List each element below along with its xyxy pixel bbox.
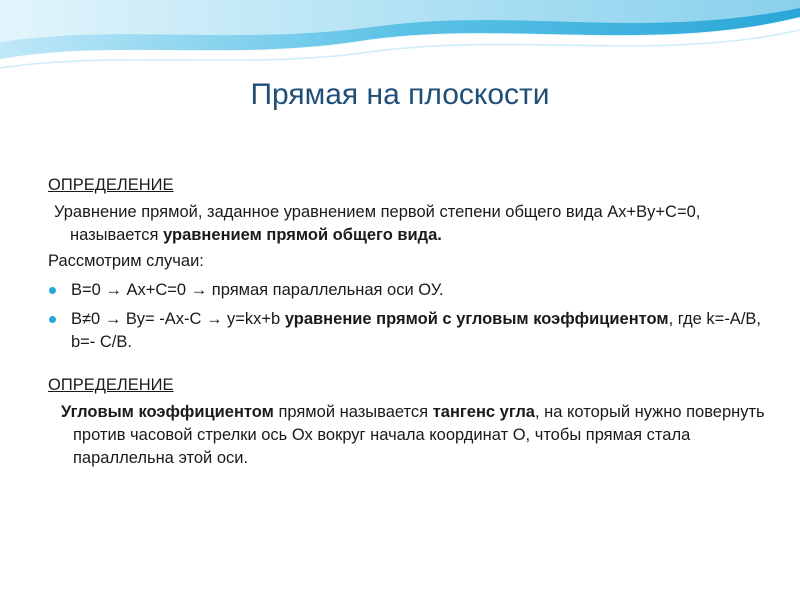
slope-bold-term: Угловым коэффициентом bbox=[61, 403, 274, 421]
slope-plain-text: прямой называется bbox=[273, 403, 433, 421]
definition-bold-term: уравнением прямой общего вида. bbox=[163, 226, 442, 244]
header-wave-decoration bbox=[0, 0, 800, 80]
bullet-item-case-b-nonzero bbox=[48, 308, 768, 354]
bullet-dot-icon bbox=[49, 287, 56, 294]
bullet-dot-icon bbox=[49, 316, 56, 323]
bullet-item-case-b-zero bbox=[48, 279, 768, 302]
definition-general-equation bbox=[48, 201, 768, 247]
bullet-plain-text: В≠0 → Ву= -Ах-С → у=kx+b bbox=[71, 310, 285, 328]
definition-heading-2: ОПРЕДЕЛЕНИЕ bbox=[48, 376, 174, 394]
tangent-bold-term: тангенс угла bbox=[432, 403, 535, 421]
definition-plain-text: Уравнение прямой, заданное уравнением первой степени общего вида Ax+By+C=0, называется bbox=[54, 203, 701, 244]
slide-content bbox=[48, 174, 768, 470]
definition-slope bbox=[48, 401, 768, 470]
bullet-text: В=0 → Ах+С=0 → прямая параллельная оси ОУ. bbox=[71, 281, 444, 299]
bullet-text bbox=[71, 308, 768, 354]
slope-tail-text: , на который нужно повернуть против часовой стрелки ось Ох вокруг начала координат О, чтобы прямая стала параллельна этой оси. bbox=[73, 403, 765, 467]
slide-title: Прямая на плоскости bbox=[250, 78, 550, 111]
bullet-tail-text: , где k=-A/B, b=- C/B. bbox=[71, 310, 761, 351]
definition-heading-1: ОПРЕДЕЛЕНИЕ bbox=[48, 176, 174, 194]
cases-label: Рассмотрим случаи: bbox=[48, 252, 204, 270]
bullet-bold-term: уравнение прямой с угловым коэффициентом bbox=[284, 310, 669, 328]
spacer bbox=[48, 354, 768, 374]
